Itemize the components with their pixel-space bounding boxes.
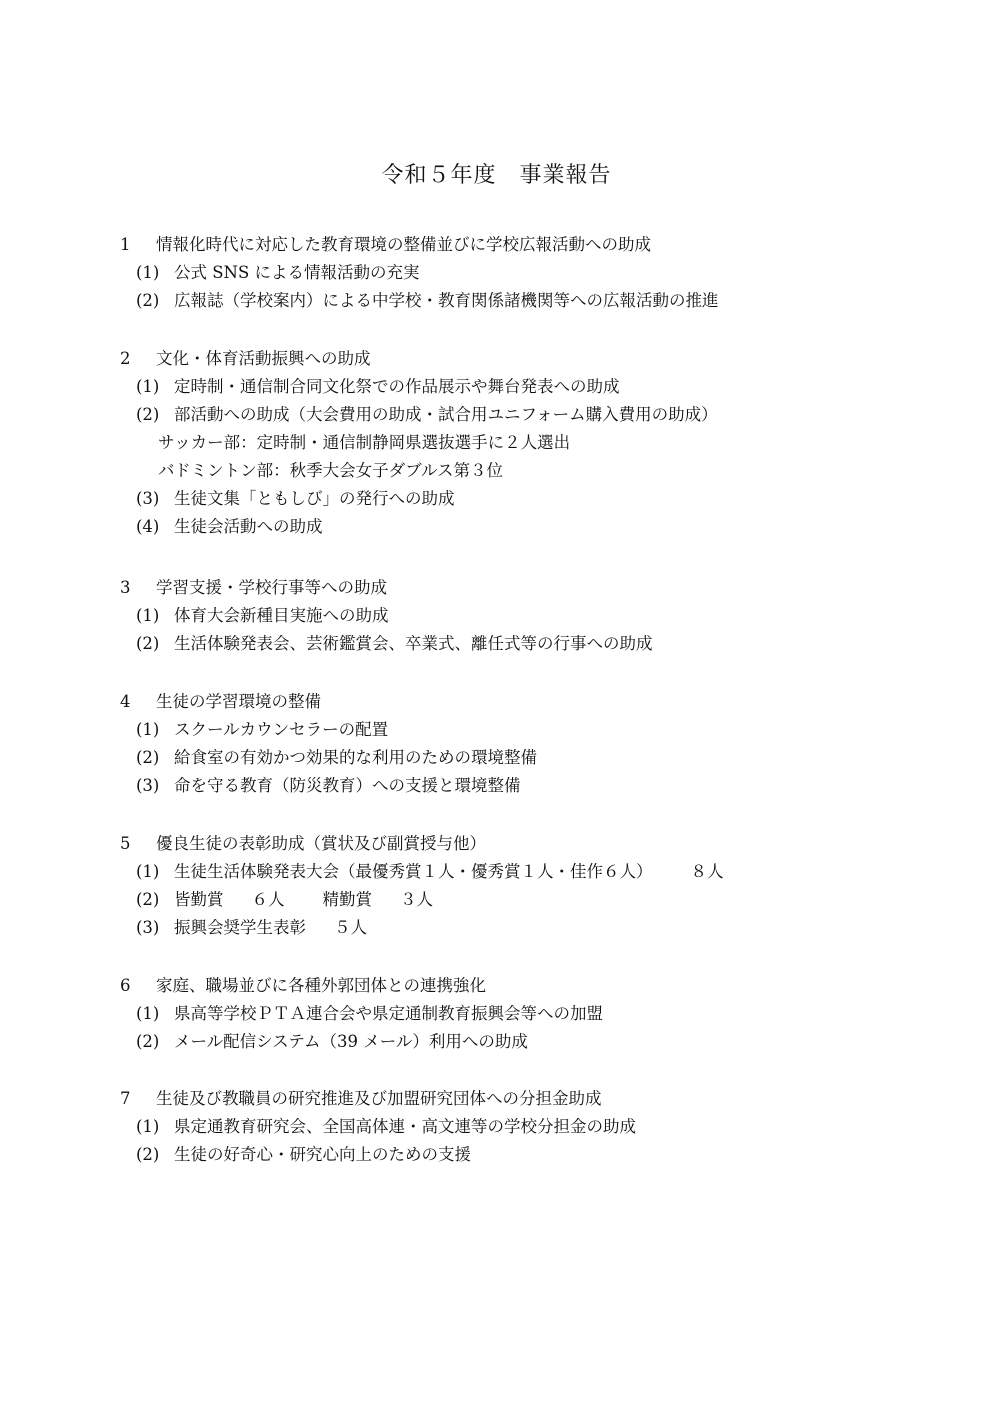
list-item (120, 914, 900, 942)
list-item (120, 630, 900, 658)
item-text: 広報誌（学校案内）による中学校・教育関係諸機関等への広報活動の推進 (174, 291, 719, 310)
list-item (120, 858, 900, 886)
item-number: (1) (136, 862, 160, 881)
item-count: ８人 (690, 862, 724, 881)
item-count: ６人 (251, 890, 285, 909)
list-item (120, 401, 900, 429)
section-number: 2 (120, 349, 131, 368)
item-text: 皆勤賞 (174, 890, 224, 909)
list-item (120, 602, 900, 630)
section-5 (120, 830, 900, 942)
list-item (120, 886, 900, 914)
item-number: (1) (136, 1004, 160, 1023)
section-number: 3 (120, 578, 131, 597)
section-3 (120, 574, 900, 658)
item-text: 公式 SNS による情報活動の充実 (174, 263, 420, 282)
item-number: (2) (136, 291, 160, 310)
section-heading (120, 688, 900, 716)
item-number: (4) (136, 517, 160, 536)
section-1 (120, 231, 900, 315)
section-heading (120, 1085, 900, 1113)
item-number: (1) (136, 263, 160, 282)
section-heading-text: 優良生徒の表彰助成（賞状及び副賞授与他） (156, 834, 486, 853)
item-text: スクールカウンセラーの配置 (174, 720, 389, 739)
list-item (120, 744, 900, 772)
list-item (120, 287, 900, 315)
section-heading (120, 830, 900, 858)
item-count: ５人 (334, 918, 367, 937)
item-text: 部活動への助成（大会費用の助成・試合用ユニフォーム購入費用の助成） (174, 405, 718, 424)
item-text: 生徒文集「ともしび」の発行への助成 (174, 489, 455, 508)
item-number: (1) (136, 606, 160, 625)
sub-item: バドミントン部：秋季大会女子ダブルス第３位 (158, 461, 504, 480)
item-number: (1) (136, 377, 160, 396)
list-item (120, 1113, 900, 1141)
list-item (120, 772, 900, 800)
item-number: (2) (136, 1032, 160, 1051)
sub-item: サッカー部：定時制・通信制静岡県選抜選手に２人選出 (158, 433, 571, 452)
list-item (120, 485, 900, 513)
section-number: 7 (120, 1089, 131, 1108)
section-heading-text: 生徒及び教職員の研究推進及び加盟研究団体への分担金助成 (156, 1089, 602, 1108)
item-text: 定時制・通信制合同文化祭での作品展示や舞台発表への助成 (174, 377, 620, 396)
list-item (120, 716, 900, 744)
list-item (120, 373, 900, 401)
item-number: (2) (136, 748, 160, 767)
section-number: 5 (120, 834, 131, 853)
section-4 (120, 688, 900, 800)
item-number: (2) (136, 405, 160, 424)
item-text: 命を守る教育（防災教育）への支援と環境整備 (174, 776, 521, 795)
section-6 (120, 972, 900, 1056)
item-number: (1) (136, 1117, 160, 1136)
section-heading (120, 345, 900, 373)
section-number: 4 (120, 692, 131, 711)
section-heading-text: 学習支援・学校行事等への助成 (156, 578, 387, 597)
section-number: 6 (120, 976, 131, 995)
list-item (120, 513, 900, 541)
section-heading (120, 231, 900, 259)
item-text: 体育大会新種目実施への助成 (174, 606, 389, 625)
item-text: 県定通教育研究会、全国高体連・高文連等の学校分担金の助成 (174, 1117, 636, 1136)
list-item (120, 1028, 900, 1056)
item-text: 振興会奨学生表彰 (174, 918, 306, 937)
item-number: (2) (136, 634, 160, 653)
section-number: 1 (120, 235, 131, 254)
section-heading-text: 生徒の学習環境の整備 (156, 692, 321, 711)
list-item (120, 259, 900, 287)
item-count-secondary: ３人 (400, 890, 433, 909)
item-number: (2) (136, 1145, 160, 1164)
item-text: 生活体験発表会、芸術鑑賞会、卒業式、離任式等の行事への助成 (174, 634, 653, 653)
item-text: 給食室の有効かつ効果的な利用のための環境整備 (174, 748, 537, 767)
list-item (120, 1141, 900, 1169)
item-text: メール配信システム（39 メール）利用への助成 (174, 1032, 528, 1051)
section-2 (120, 345, 900, 541)
section-heading-text: 情報化時代に対応した教育環境の整備並びに学校広報活動への助成 (156, 235, 651, 254)
item-text: 生徒会活動への助成 (174, 517, 323, 536)
item-text: 生徒の好奇心・研究心向上のための支援 (174, 1145, 471, 1164)
document-title: 令和５年度 事業報告 (381, 163, 612, 188)
section-7 (120, 1085, 900, 1169)
item-number: (3) (136, 489, 160, 508)
item-number: (1) (136, 720, 160, 739)
list-item (120, 1000, 900, 1028)
section-heading-text: 家庭、職場並びに各種外郭団体との連携強化 (156, 976, 486, 995)
item-text-secondary: 精勤賞 (322, 890, 372, 909)
section-heading-text: 文化・体育活動振興への助成 (156, 349, 371, 368)
item-number: (3) (136, 918, 160, 937)
item-number: (2) (136, 890, 160, 909)
item-text: 生徒生活体験発表大会（最優秀賞１人・優秀賞１人・佳作６人） (174, 862, 653, 881)
section-heading (120, 574, 900, 602)
item-text: 県高等学校ＰＴＡ連合会や県定通制教育振興会等への加盟 (174, 1004, 603, 1023)
item-number: (3) (136, 776, 160, 795)
section-heading (120, 972, 900, 1000)
